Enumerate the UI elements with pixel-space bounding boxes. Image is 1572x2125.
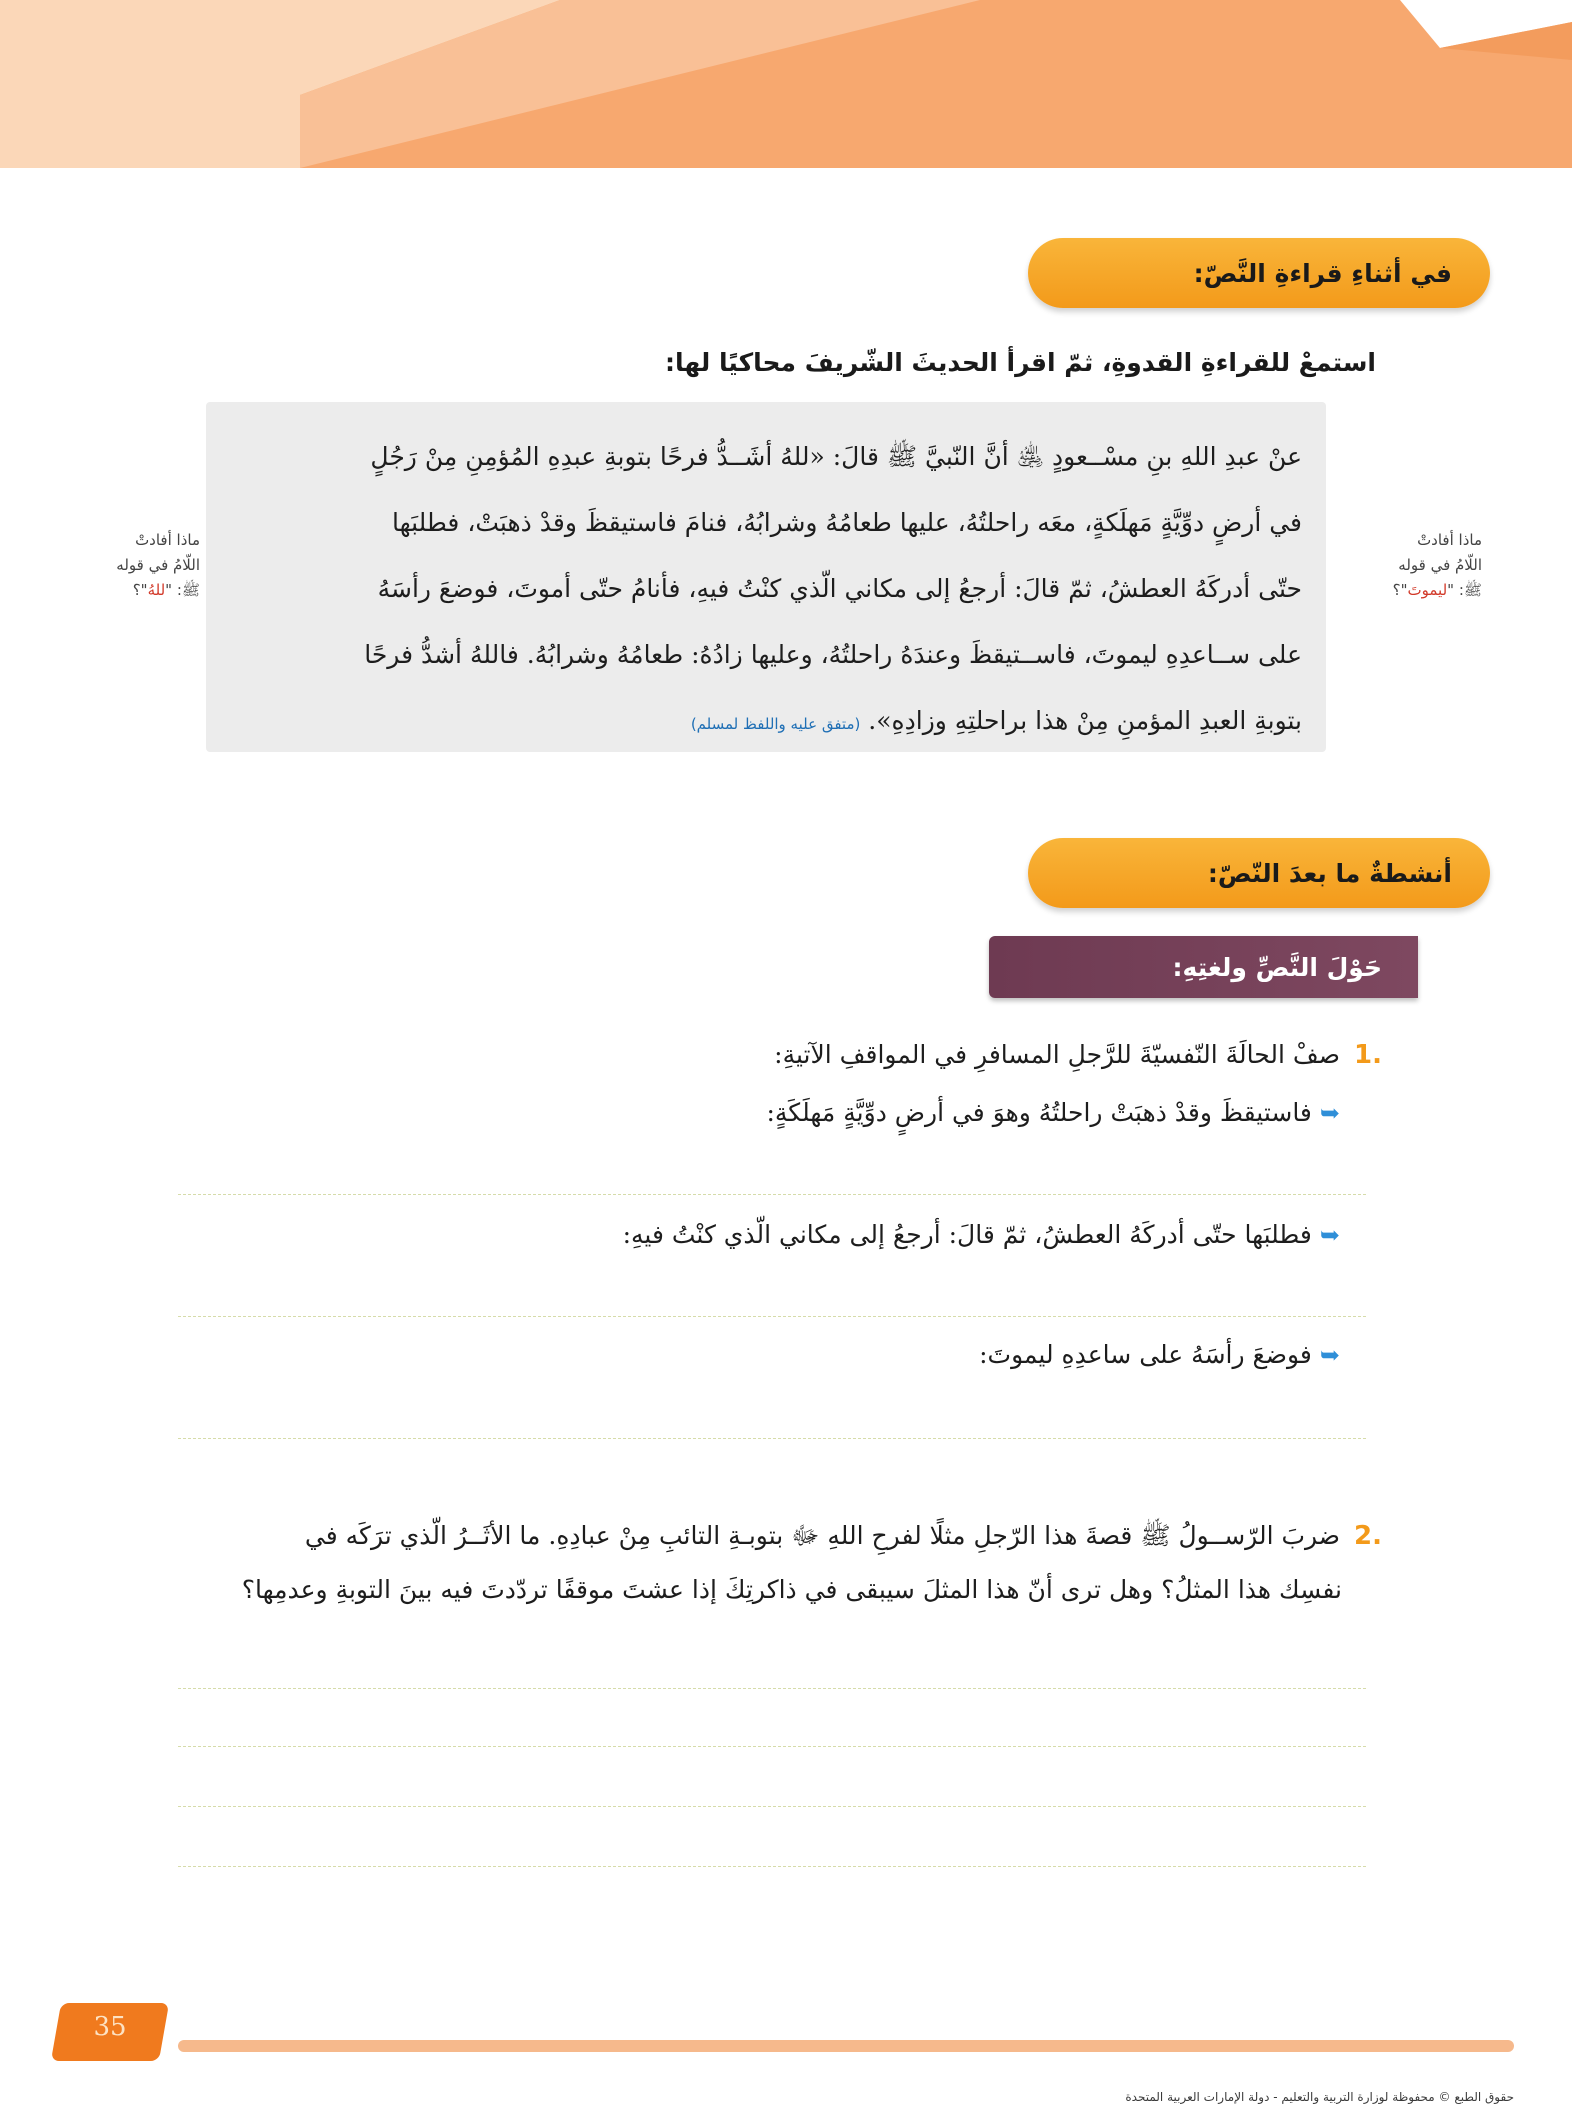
side-note-right-suffix: "؟ bbox=[1392, 581, 1408, 599]
side-note-left-prefix: ﷺ: " bbox=[165, 581, 200, 599]
question-2-line-1: ضربَ الرّســولُ ﷺ قصةَ هذا الرّجلِ مثلًا لفرحِ اللهِ ﷻ بتوبـةِ التائبِ مِنْ عبادِهِ. ما الأثَــرُ الّذي ترَكَه في bbox=[304, 1521, 1341, 1550]
side-note-right-word: ليموتَ bbox=[1407, 581, 1448, 599]
question-1-text: صفْ الحالَةَ النّفسيّةَ للرَّجلِ المسافرِ في المواقفِ الآتيةِ: bbox=[774, 1040, 1341, 1069]
answer-line[interactable] bbox=[178, 1866, 1366, 1867]
listening-instruction: استمعْ للقراءةِ القدوةِ، ثمّ اقرأ الحديثَ الشّريفَ محاكيًا لها: bbox=[665, 348, 1376, 377]
hadith-text bbox=[234, 424, 1302, 757]
question-2-line-2: نفسِك هذا المثلُ؟ وهل ترى أنّ هذا المثلَ سيبقى في ذاكرتِكَ إذا عشتَ موقفًا تردّدتَ فيه بينَ التوبةِ وعدمِها؟ bbox=[241, 1575, 1342, 1604]
side-note-left-line-3 bbox=[68, 578, 200, 603]
hadith-box bbox=[206, 402, 1326, 752]
question-1-item-3-text: فوضعَ رأسَهُ على ساعدِهِ ليموتَ: bbox=[979, 1340, 1312, 1369]
answer-line[interactable] bbox=[178, 1316, 1366, 1317]
question-1-number: 1. bbox=[1354, 1040, 1382, 1070]
question-2 bbox=[132, 1520, 1382, 1604]
hadith-line-4: على ســاعدِهِ ليموتَ، فاســتيقظَ وعندَهُ راحلتُهُ، وعليها زادُهُ: طعامُهُ وشرابُهُ. فاللهُ أشدُّ فرحًا bbox=[364, 640, 1302, 669]
question-1-item-1-text: فاستيقظَ وقدْ ذهبَتْ راحلتُهُ وهوَ في أرضٍ دوِّيَّةٍ مَهلَكَةٍ: bbox=[766, 1098, 1312, 1127]
arrow-bullet-icon: ➥ bbox=[1319, 1341, 1340, 1369]
side-note-left-line-1: ماذا أفادتْ bbox=[135, 531, 200, 549]
answer-line[interactable] bbox=[178, 1194, 1366, 1195]
question-2-number: 2. bbox=[1354, 1521, 1382, 1551]
answer-line[interactable] bbox=[178, 1746, 1366, 1747]
header-band bbox=[0, 0, 1572, 168]
question-1-item-2 bbox=[190, 1220, 1340, 1249]
hadith-line-5 bbox=[234, 688, 1302, 757]
question-2-line-1-row bbox=[132, 1520, 1382, 1557]
arrow-bullet-icon: ➥ bbox=[1319, 1221, 1340, 1249]
hadith-line-5-text: بتوبةِ العبدِ المؤمنِ مِنْ هذا براحلتِهِ وزادِهِ». bbox=[868, 706, 1302, 735]
hadith-line-1: عنْ عبدِ اللهِ بنِ مسْــعودٍ ﵁ أنَّ النّبيَّ ﷺ قالَ: «للهُ أشَــدُّ فرحًا بتوبةِ عبدِهِ المُؤمِنِ مِنْ رَجُلٍ bbox=[370, 442, 1302, 471]
question-1 bbox=[182, 1040, 1382, 1070]
during-reading-tag bbox=[1028, 238, 1490, 308]
during-reading-title: في أثناءِ قراءةِ النَّصّ: bbox=[1193, 258, 1452, 288]
text-and-language-title: حَوْلَ النَّصِّ ولغتِهِ: bbox=[1172, 952, 1382, 982]
question-1-item-3 bbox=[190, 1340, 1340, 1369]
side-note-right-line-3 bbox=[1350, 578, 1482, 603]
page-number: 35 bbox=[93, 2012, 127, 2042]
side-note-left-suffix: "؟ bbox=[132, 581, 148, 599]
after-reading-tag bbox=[1028, 838, 1490, 908]
answer-line[interactable] bbox=[178, 1806, 1366, 1807]
side-note-right-line-1: ماذا أفادتْ bbox=[1417, 531, 1482, 549]
answer-line[interactable] bbox=[178, 1438, 1366, 1439]
side-note-left bbox=[68, 528, 200, 603]
side-note-right-line-2: اللّامُ في قوله bbox=[1398, 556, 1482, 574]
text-and-language-tag bbox=[989, 936, 1418, 998]
hadith-line-2: في أرضٍ دوِّيَّةٍ مَهلَكةٍ، معَه راحلتُهُ، عليها طعامُهُ وشرابُهُ، فنامَ فاستيقظَ وقدْ ذهبَتْ، فطلبَها bbox=[391, 508, 1302, 537]
arrow-bullet-icon: ➥ bbox=[1319, 1099, 1340, 1127]
footer-bar bbox=[178, 2040, 1514, 2052]
side-note-right bbox=[1350, 528, 1482, 603]
hadith-line-3: حتّى أدركَهُ العطشُ، ثمّ قالَ: أرجعُ إلى مكاني الّذي كنْتُ فيهِ، فأنامُ حتّى أموتَ، فوضعَ رأسَهُ bbox=[377, 574, 1302, 603]
after-reading-title: أنشطةٌ ما بعدَ النّصّ: bbox=[1207, 858, 1452, 888]
answer-line[interactable] bbox=[178, 1688, 1366, 1689]
side-note-left-word: للهُ bbox=[147, 581, 166, 599]
hadith-source: (متفق عليه واللفظ لمسلم) bbox=[690, 715, 861, 733]
question-1-item-1 bbox=[190, 1098, 1340, 1127]
footer-copyright: حقوق الطبع © محفوظة لوزارة التربية والتعليم - دولة الإمارات العربية المتحدة bbox=[1125, 2090, 1514, 2104]
side-note-left-line-2: اللّامُ في قوله bbox=[116, 556, 200, 574]
question-1-item-2-text: فطلبَها حتّى أدركَهُ العطشُ، ثمّ قالَ: أرجعُ إلى مكاني الّذي كنْتُ فيهِ: bbox=[622, 1220, 1312, 1249]
side-note-right-prefix: ﷺ: " bbox=[1447, 581, 1482, 599]
